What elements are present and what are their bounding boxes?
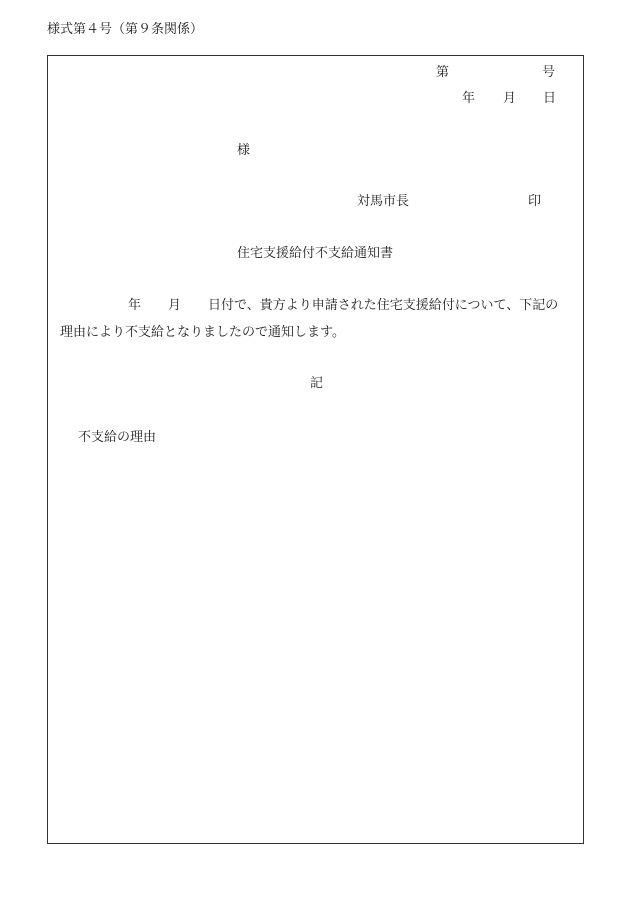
form-number-label: 様式第４号（第９条関係） bbox=[47, 22, 204, 37]
reason-label: 不支給の理由 bbox=[78, 430, 157, 445]
document-frame bbox=[47, 55, 584, 844]
number-suffix: 号 bbox=[542, 65, 556, 80]
recipient-honorific: 様 bbox=[237, 143, 251, 158]
issuer-title: 対馬市長 bbox=[357, 194, 410, 209]
date-day-label: 日 bbox=[543, 91, 557, 106]
body-line-2: 理由により不支給となりましたので通知します。 bbox=[60, 325, 345, 340]
date-month-label: 月 bbox=[503, 91, 517, 106]
date-year-label: 年 bbox=[462, 91, 476, 106]
document-title: 住宅支援給付不支給通知書 bbox=[237, 246, 394, 261]
body-line-1: 日付で、貴方より申請された住宅支援給付について、下記の bbox=[208, 298, 559, 313]
body-year-label: 年 bbox=[128, 298, 142, 313]
ki-heading: 記 bbox=[310, 376, 324, 391]
number-prefix: 第 bbox=[436, 65, 450, 80]
body-month-label: 月 bbox=[168, 298, 182, 313]
seal-mark: 印 bbox=[528, 194, 542, 209]
